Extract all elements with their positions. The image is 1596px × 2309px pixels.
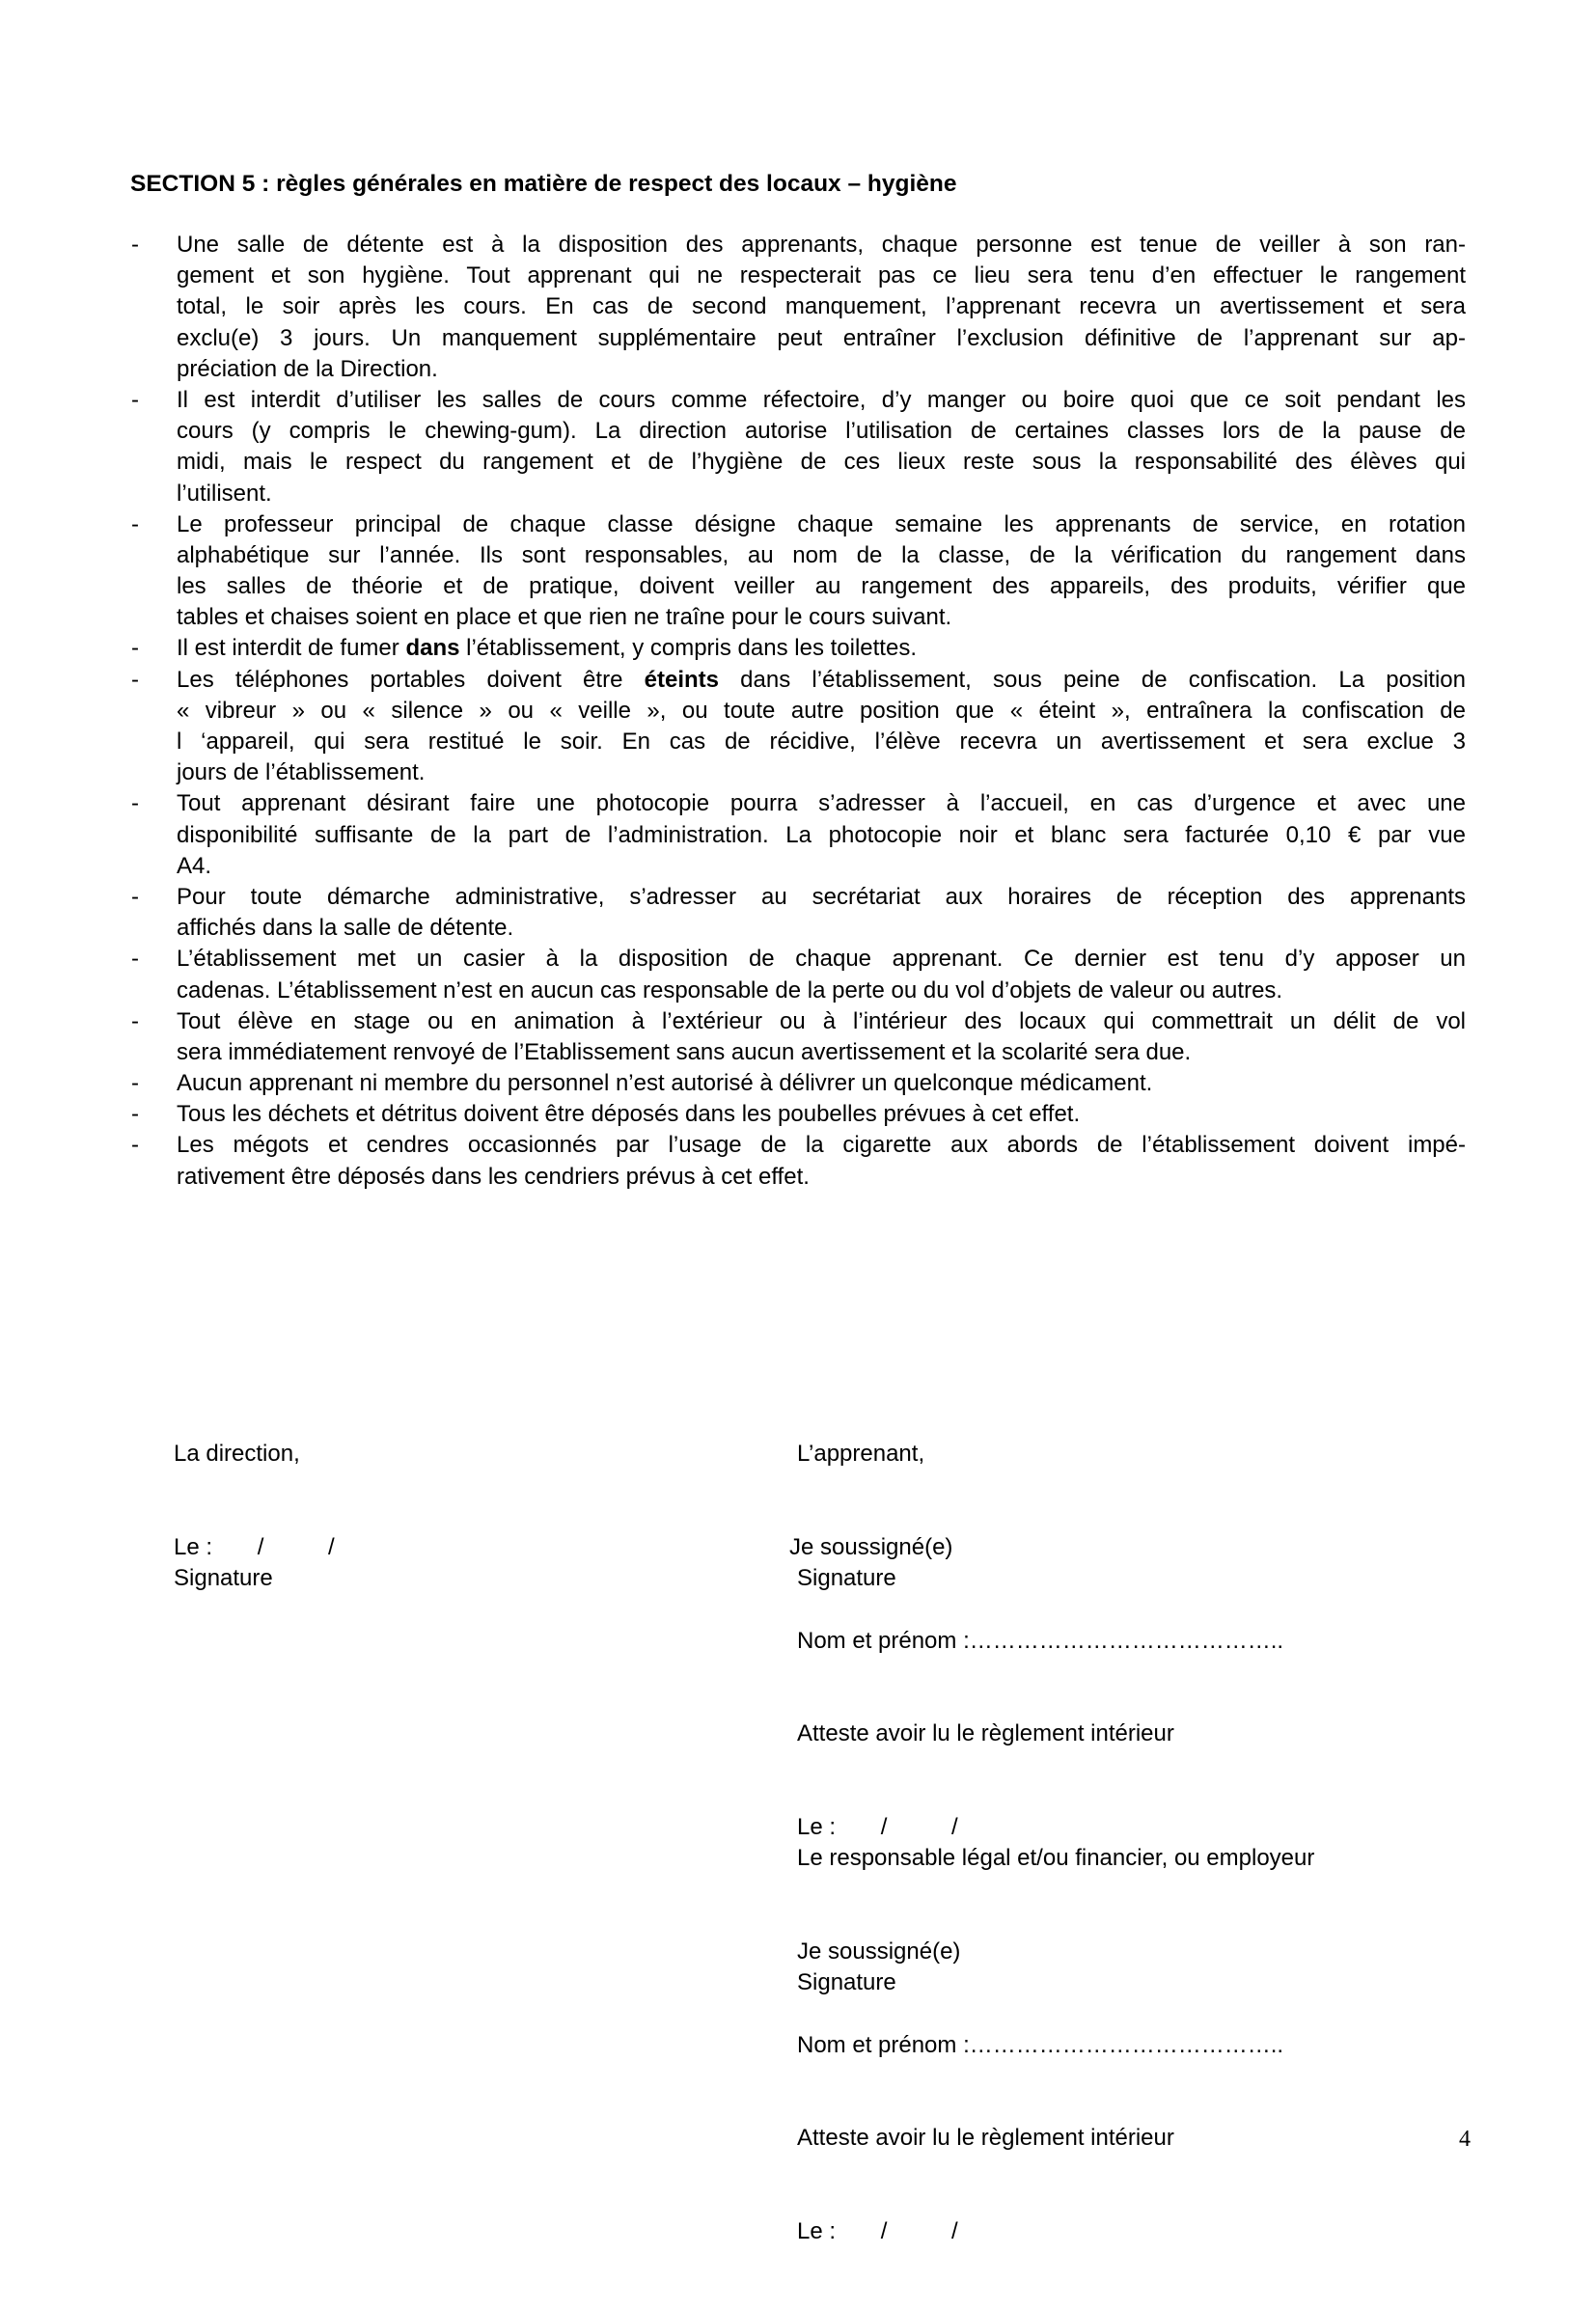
bullet-dash: - [131, 232, 139, 258]
rule-item [130, 944, 1466, 1005]
apprenant-date-field[interactable]: Le : / / [797, 1813, 958, 1840]
direction-date-field[interactable]: Le : / / [174, 1534, 335, 1560]
bullet-dash: - [131, 883, 139, 910]
rule-line: tables et chaises soient en place et que rien ne traîne pour le cours suivant. [177, 604, 952, 631]
rule-line: affichés dans la salle de détente. [177, 915, 514, 942]
apprenant-attest: Atteste avoir lu le règlement intérieur [797, 1720, 1174, 1747]
rule-line: disponibilité suffisante de la part de l’administration. La photocopie noir et blanc sera facturée 0,10 € par vue [177, 821, 1466, 848]
rule-line: l’utilisent. [177, 480, 272, 507]
rule-text: dans l’établissement, sous peine de confiscation. La position [718, 666, 1466, 693]
rule-line: Une salle de détente est à la disposition des apprenants, chaque personne est tenue de veiller à son ran- [177, 232, 1466, 258]
bullet-dash: - [131, 635, 139, 662]
rule-line: cours (y compris le chewing-gum). La direction autorise l’utilisation de certaines classes lors de la pause de [177, 418, 1466, 445]
responsable-signature-label: Signature [797, 1969, 896, 1995]
apprenant-undersigned: Je soussigné(e) [789, 1534, 953, 1560]
direction-signature-label: Signature [174, 1565, 273, 1591]
bullet-dash: - [131, 790, 139, 817]
rule-emphasis: éteints [644, 666, 719, 693]
responsable-name-field[interactable]: Nom et prénom :………………………………….. [797, 2031, 1284, 2058]
rule-item [130, 665, 1466, 789]
page-number: 4 [1459, 2127, 1471, 2152]
rule-item [130, 1068, 1466, 1099]
rule-item [130, 509, 1466, 634]
rule-line: total, le soir après les cours. En cas de second manquement, l’apprenant recevra un avertissement et sera [177, 293, 1466, 320]
bullet-dash: - [131, 1070, 139, 1097]
rule-line: L’établissement met un casier à la disposition de chaque apprenant. Ce dernier est tenu d’y apposer un [177, 946, 1466, 973]
bullet-dash: - [131, 510, 139, 537]
rule-line: Pour toute démarche administrative, s’adresser au secrétariat aux horaires de réception des apprenants [177, 883, 1466, 910]
responsable-signature-block [797, 1781, 1314, 2309]
rule-line: préciation de la Direction. [177, 355, 438, 382]
rule-line: Tout élève en stage ou en animation à l’extérieur ou à l’intérieur des locaux qui commettrait un délit de vol [177, 1007, 1466, 1034]
rule-line: « vibreur » ou « silence » ou « veille », ou toute autre position que « éteint », entraînera la confiscation de [177, 697, 1466, 724]
rule-text: Les téléphones portables doivent être [177, 666, 645, 693]
rule-line: rativement être déposés dans les cendriers prévus à cet effet. [177, 1163, 810, 1190]
apprenant-name-field[interactable]: Nom et prénom :………………………………….. [797, 1627, 1284, 1654]
rule-item [130, 1099, 1466, 1130]
rule-line: l ‘appareil, qui sera restitué le soir. En cas de récidive, l’élève recevra un avertissement et sera exclue 3 [177, 728, 1466, 755]
rule-line: gement et son hygiène. Tout apprenant qui ne respecterait pas ce lieu sera tenu d’en effectuer le rangement [177, 262, 1466, 289]
rule-line: A4. [177, 852, 212, 879]
rule-line: Les mégots et cendres occasionnés par l’usage de la cigarette aux abords de l’établissement doivent impé- [177, 1132, 1466, 1159]
responsable-attest: Atteste avoir lu le règlement intérieur [797, 2125, 1174, 2152]
rule-emphasis: dans [405, 635, 460, 662]
section-heading: SECTION 5 : règles générales en matière de respect des locaux – hygiène [130, 171, 957, 197]
bullet-dash: - [131, 386, 139, 413]
direction-title: La direction, [174, 1441, 300, 1468]
rule-line: sera immédiatement renvoyé de l’Etablissement sans aucun avertissement et la scolarité sera due. [177, 1038, 1192, 1065]
responsable-undersigned: Je soussigné(e) [797, 1938, 961, 1965]
rule-item [130, 1130, 1466, 1192]
rule-line: Tous les déchets et détritus doivent être déposés dans les poubelles prévues à cet effet. [177, 1101, 1081, 1128]
rule-line: les salles de théorie et de pratique, doivent veiller au rangement des appareils, des produits, vérifier que [177, 573, 1466, 600]
rules-list [130, 230, 1466, 1193]
rule-item [130, 633, 1466, 664]
rule-line: cadenas. L’établissement n’est en aucun cas responsable de la perte ou du vol d’objets de valeur ou autres. [177, 976, 1283, 1003]
rule-item [130, 385, 1466, 509]
rule-text: l’établissement, y compris dans les toilettes. [459, 635, 917, 662]
responsable-title: Le responsable légal et/ou financier, ou employeur [797, 1845, 1315, 1872]
bullet-dash: - [131, 946, 139, 973]
rule-item [130, 882, 1466, 944]
rule-item [130, 1006, 1466, 1068]
rule-line [177, 633, 1466, 664]
apprenant-title: L’apprenant, [797, 1441, 925, 1468]
rule-line: midi, mais le respect du rangement et de l’hygiène de ces lieux reste sous la responsabilité des élèves qui [177, 449, 1466, 476]
bullet-dash: - [131, 1007, 139, 1034]
rule-text: Il est interdit de fumer [177, 635, 406, 662]
bullet-dash: - [131, 666, 139, 693]
rule-line: alphabétique sur l’année. Ils sont responsables, au nom de la classe, de la vérification du rangement dans [177, 541, 1466, 568]
rule-line: Tout apprenant désirant faire une photocopie pourra s’adresser à l’accueil, en cas d’urgence et avec une [177, 790, 1466, 817]
rule-item [130, 230, 1466, 385]
rule-line: Aucun apprenant ni membre du personnel n’est autorisé à délivrer un quelconque médicament. [177, 1070, 1153, 1097]
rule-line: exclu(e) 3 jours. Un manquement supplémentaire peut entraîner l’exclusion définitive de l’apprenant sur ap- [177, 324, 1466, 351]
rule-line [177, 665, 1466, 696]
responsable-date-field[interactable]: Le : / / [797, 2217, 958, 2244]
apprenant-signature-label: Signature [797, 1565, 896, 1591]
bullet-dash: - [131, 1101, 139, 1128]
rule-item [130, 788, 1466, 882]
rule-line: Il est interdit d’utiliser les salles de cours comme réfectoire, d’y manger ou boire quoi que ce soit pendant les [177, 386, 1466, 413]
rule-line: Le professeur principal de chaque classe désigne chaque semaine les apprenants de service, en rotation [177, 510, 1466, 537]
rule-line: jours de l’établissement. [177, 759, 426, 786]
bullet-dash: - [131, 1132, 139, 1159]
